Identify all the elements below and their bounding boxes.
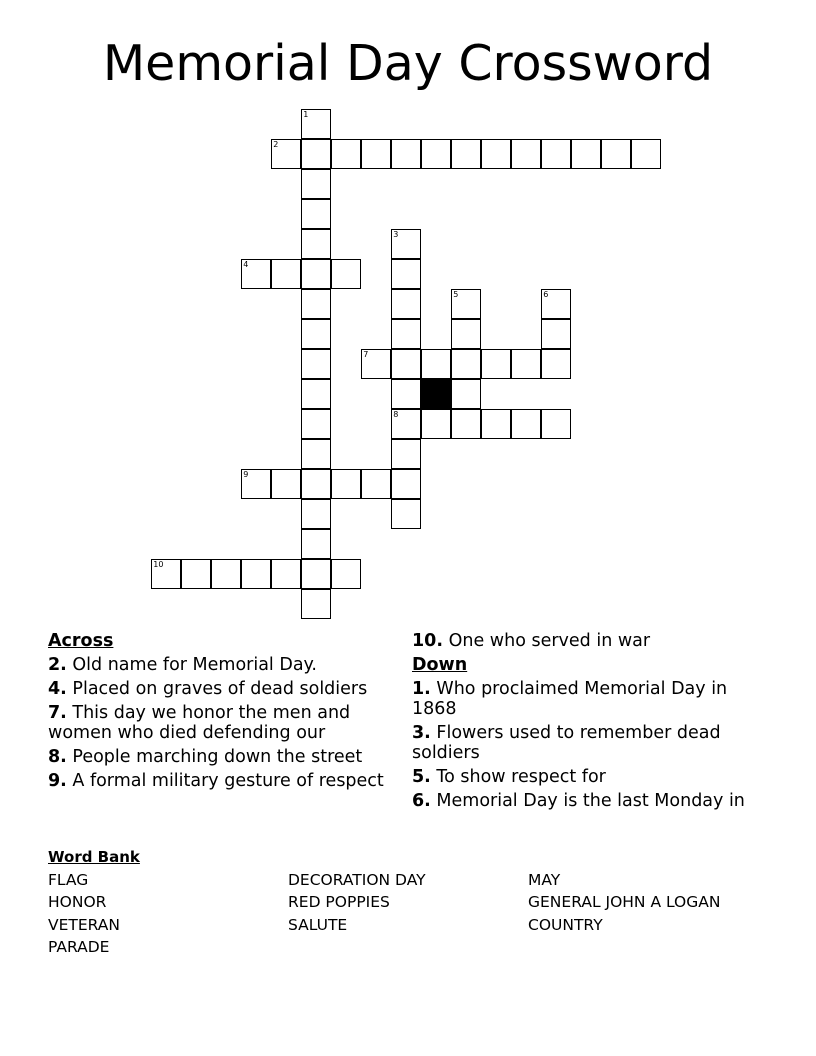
grid-cell[interactable] [361, 139, 391, 169]
word-bank-columns [48, 869, 768, 969]
grid-cell[interactable] [391, 349, 421, 379]
clues-left-column [48, 631, 393, 795]
grid-cell[interactable] [301, 229, 331, 259]
grid-cell[interactable] [391, 229, 421, 259]
clue-text: Memorial Day is the last Monday in [436, 791, 745, 811]
clue-text: Flowers used to remember dead soldiers [412, 723, 721, 763]
clue-number: 10. [412, 631, 444, 651]
cell-number: 2 [273, 140, 279, 150]
across-heading: Across [48, 631, 114, 651]
word-bank-column-1 [48, 869, 120, 959]
cell-number: 5 [453, 290, 459, 300]
grid-cell[interactable] [331, 139, 361, 169]
clue-down-5 [412, 767, 757, 787]
clue-text: Old name for Memorial Day. [72, 655, 317, 675]
grid-cell[interactable] [271, 469, 301, 499]
clue-down-3 [412, 723, 757, 763]
grid-cell[interactable] [481, 409, 511, 439]
grid-cell[interactable] [361, 349, 391, 379]
word-bank-item: FLAG [48, 870, 89, 889]
clue-text: Placed on graves of dead soldiers [72, 679, 368, 699]
grid-cell[interactable] [301, 259, 331, 289]
grid-cell[interactable] [601, 139, 631, 169]
word-bank-title: Word Bank [48, 848, 140, 866]
word-bank [48, 846, 768, 969]
cell-number: 6 [543, 290, 549, 300]
word-bank-item: MAY [528, 870, 561, 889]
grid-cell-blocked [421, 379, 451, 409]
cell-number: 8 [393, 410, 399, 420]
grid-cell[interactable] [481, 349, 511, 379]
clue-down-1 [412, 679, 757, 719]
down-heading: Down [412, 655, 468, 675]
word-bank-item: RED POPPIES [288, 893, 390, 911]
grid-cell[interactable] [271, 559, 301, 589]
clue-down-6 [412, 791, 757, 811]
clue-text: A formal military gesture of respect [72, 771, 384, 791]
grid-cell[interactable] [391, 499, 421, 529]
grid-cell[interactable] [301, 379, 331, 409]
grid-cell[interactable] [301, 499, 331, 529]
grid-cell[interactable] [301, 319, 331, 349]
grid-cell[interactable] [481, 139, 511, 169]
grid-cell[interactable] [301, 589, 331, 619]
clue-text: This day we honor the men and women who died defending our [48, 703, 351, 743]
grid-cell[interactable] [421, 139, 451, 169]
clue-text: Who proclaimed Memorial Day in 1868 [412, 679, 728, 719]
grid-cell[interactable] [301, 199, 331, 229]
cell-number: 1 [303, 110, 309, 120]
grid-cell[interactable] [241, 259, 271, 289]
clue-text: People marching down the street [72, 747, 363, 767]
grid-cell[interactable] [451, 289, 481, 319]
grid-cell[interactable] [391, 409, 421, 439]
grid-cell[interactable] [301, 469, 331, 499]
grid-cell[interactable] [451, 319, 481, 349]
clue-number: 9. [48, 771, 67, 791]
grid-cell[interactable] [331, 259, 361, 289]
grid-cell[interactable] [421, 409, 451, 439]
clue-number: 5. [412, 767, 431, 787]
clue-number: 2. [48, 655, 67, 675]
grid-cell[interactable] [301, 109, 331, 139]
clue-across-10 [412, 631, 757, 651]
clue-number: 3. [412, 723, 431, 743]
word-bank-item: COUNTRY [528, 915, 603, 934]
grid-cell[interactable] [301, 169, 331, 199]
grid-cell[interactable] [511, 409, 541, 439]
grid-cell[interactable] [391, 139, 421, 169]
grid-cell[interactable] [301, 439, 331, 469]
grid-cell[interactable] [241, 559, 271, 589]
grid-cell[interactable] [301, 289, 331, 319]
grid-cell[interactable] [541, 349, 571, 379]
grid-cell[interactable] [541, 139, 571, 169]
grid-cell[interactable] [541, 289, 571, 319]
clue-number: 4. [48, 679, 67, 699]
clue-across-7 [48, 703, 393, 743]
grid-cell[interactable] [331, 469, 361, 499]
clue-number: 1. [412, 679, 431, 699]
clue-across-4 [48, 679, 393, 699]
clue-across-8 [48, 747, 393, 767]
grid-cell[interactable] [571, 139, 601, 169]
clue-across-2 [48, 655, 393, 675]
word-bank-item: PARADE [48, 938, 110, 956]
grid-cell[interactable] [451, 379, 481, 409]
grid-cell[interactable] [541, 409, 571, 439]
grid-cell[interactable] [391, 259, 421, 289]
grid-cell[interactable] [391, 289, 421, 319]
crossword-grid [152, 110, 692, 630]
grid-cell[interactable] [361, 469, 391, 499]
grid-cell[interactable] [211, 559, 241, 589]
cell-number: 10 [153, 560, 164, 570]
grid-cell[interactable] [451, 409, 481, 439]
grid-cell[interactable] [391, 379, 421, 409]
grid-cell[interactable] [421, 349, 451, 379]
grid-cell[interactable] [391, 319, 421, 349]
word-bank-column-3 [528, 869, 720, 937]
clue-text: To show respect for [436, 767, 606, 787]
cell-number: 4 [243, 260, 249, 270]
word-bank-item: VETERAN [48, 915, 120, 934]
word-bank-column-2 [288, 869, 426, 937]
grid-cell[interactable] [241, 469, 271, 499]
word-bank-item: DECORATION DAY [288, 870, 426, 889]
grid-cell[interactable] [541, 319, 571, 349]
grid-cell[interactable] [301, 559, 331, 589]
grid-cell[interactable] [271, 259, 301, 289]
cell-number: 3 [393, 230, 399, 240]
cell-number: 9 [243, 470, 249, 480]
grid-cell[interactable] [181, 559, 211, 589]
clue-text: One who served in war [448, 631, 651, 651]
clue-number: 7. [48, 703, 67, 723]
clue-number: 6. [412, 791, 431, 811]
grid-cell[interactable] [151, 559, 181, 589]
page-title: Memorial Day Crossword [102, 35, 714, 92]
word-bank-item: HONOR [48, 893, 107, 911]
clue-number: 8. [48, 747, 67, 767]
grid-cell[interactable] [391, 469, 421, 499]
word-bank-item: SALUTE [288, 915, 348, 934]
clues-right-column [412, 631, 757, 815]
grid-cell[interactable] [331, 559, 361, 589]
grid-cell[interactable] [301, 409, 331, 439]
cell-number: 7 [363, 350, 369, 360]
grid-cell[interactable] [631, 139, 661, 169]
grid-cell[interactable] [391, 439, 421, 469]
grid-cell[interactable] [301, 529, 331, 559]
grid-cell[interactable] [301, 349, 331, 379]
grid-cell[interactable] [451, 349, 481, 379]
grid-cell[interactable] [511, 139, 541, 169]
grid-cell[interactable] [451, 139, 481, 169]
clue-across-9 [48, 771, 393, 791]
grid-cell[interactable] [271, 139, 301, 169]
grid-cell[interactable] [301, 139, 331, 169]
word-bank-item: GENERAL JOHN A LOGAN [528, 893, 721, 911]
grid-cell[interactable] [511, 349, 541, 379]
